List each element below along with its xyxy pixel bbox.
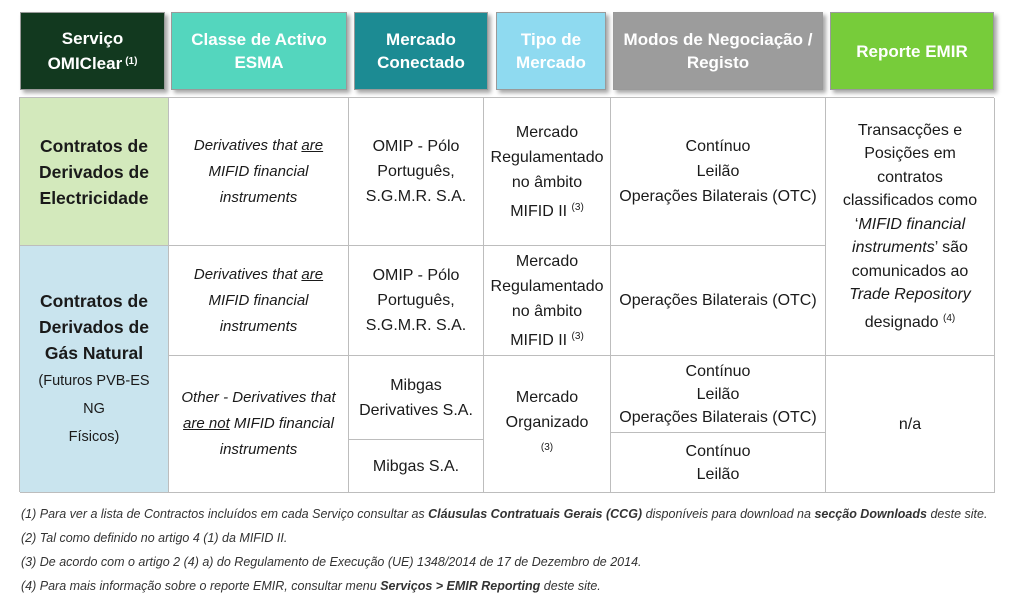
footnote-3: (3) De acordo com o artigo 2 (4) a) do Regulamento de Execução (UE) 1348/2014 de 17 de Dezembro de 2014.	[21, 555, 642, 569]
gas-service-line1: Contratos de	[40, 291, 148, 311]
header-reporte-label: Reporte EMIR	[856, 41, 968, 61]
footnote-1	[21, 502, 1011, 526]
elec-type-line1: Mercado	[515, 123, 579, 141]
header-classe-line2: ESMA	[234, 53, 284, 72]
footnote-4-emir-menu: Serviços > EMIR Reporting	[380, 579, 541, 593]
elec-class-line2: MIFID financial	[208, 162, 309, 180]
header-servico	[20, 12, 165, 90]
elec-type-line3: no âmbito	[511, 173, 583, 191]
gas-row1-type-line4: MIFID II	[510, 331, 568, 349]
gas-row2-market-b: Mibgas S.A.	[372, 457, 460, 475]
elec-service-line3: Electricidade	[39, 187, 149, 208]
elec-type-line2: Regulamentado	[490, 148, 604, 166]
service-natural-gas	[20, 246, 169, 493]
footnote-1-post: deste site.	[926, 507, 988, 521]
header-modos-line2: Registo	[686, 53, 750, 72]
gas-row2-class-line3: instruments	[219, 441, 298, 458]
gas-row2-asset-class	[169, 356, 349, 493]
elec-class-pre: Derivatives that	[193, 136, 302, 154]
elec-class-underlined: are	[301, 136, 324, 154]
gas-row2-trading-modes-b	[611, 433, 826, 493]
header-mercado-conectado	[354, 12, 488, 90]
emir-line3: classificados como	[842, 192, 978, 210]
elec-asset-class	[169, 98, 349, 246]
elec-type-footnote: (3)	[571, 201, 584, 213]
elec-market-line3: S.G.M.R. S.A.	[365, 188, 467, 205]
header-modos-line1: Modos de Negociação /	[623, 30, 813, 49]
gas-row1-class-pre: Derivatives that	[193, 265, 302, 283]
header-servico-footnote: (1)	[125, 56, 138, 67]
emir-line1: Transacções e	[857, 121, 963, 139]
gas-row2-type-line2: Organizado	[505, 413, 589, 431]
gas-row2-market-type	[484, 356, 611, 493]
elec-market-type	[484, 98, 611, 246]
header-modos-negociacao	[613, 12, 823, 90]
header-classe-line1: Classe de Activo	[191, 30, 327, 49]
elec-connected-market	[349, 98, 484, 246]
emir-line4-italic: MIFID financial	[858, 215, 966, 233]
gas-service-line3: Gás Natural	[44, 343, 144, 363]
footnote-4-post: deste site.	[540, 579, 601, 593]
footnote-1-pre: (1) Para ver a lista de Contractos incluídos em cada Serviço consultar as	[21, 507, 429, 521]
footnote-2: (2) Tal como definido no artigo 4 (1) da MIFID II.	[21, 531, 288, 545]
emir-quote-open: ‘	[854, 215, 859, 233]
emir-line6: comunicados ao	[851, 262, 969, 280]
elec-type-line4: MIFID II	[510, 202, 568, 220]
emir-line8: designado	[864, 313, 939, 331]
gas-row1-class-line2: MIFID financial	[208, 291, 309, 309]
gas-row2-market-mibgas-derivatives	[349, 356, 484, 440]
gas-row2-emir	[826, 356, 995, 493]
elec-mode-line3: Operações Bilaterais (OTC)	[619, 188, 817, 205]
gas-row2-trading-modes-a	[611, 356, 826, 433]
gas-row2-type-footnote: (3)	[540, 441, 554, 453]
emir-line5-rest: ’ são	[934, 239, 968, 257]
header-mercado-line2: Conectado	[377, 53, 465, 72]
gas-row2-market-mibgas	[349, 440, 484, 493]
gas-row1-type-footnote: (3)	[571, 330, 584, 342]
elec-mode-line1: Contínuo	[685, 138, 751, 155]
emir-footnote: (4)	[943, 312, 956, 324]
header-reporte-emir	[830, 12, 994, 90]
gas-row1-market-type	[484, 246, 611, 356]
gas-row1-market-line1: OMIP - Pólo	[372, 267, 460, 284]
gas-row1-class-underlined: are	[301, 265, 324, 283]
elec-mode-line2: Leilão	[696, 163, 740, 180]
gas-row2-class-line1: Other - Derivatives that	[181, 389, 336, 406]
emir-reporting-shared	[826, 98, 995, 356]
elec-service-line1: Contratos de	[40, 135, 148, 156]
elec-trading-modes	[611, 98, 826, 246]
gas-row1-type-line1: Mercado	[515, 252, 579, 270]
footnote-1-mid: disponíveis para download na	[642, 507, 815, 521]
emir-line7-italic: Trade Repository	[849, 286, 971, 304]
gas-service-line2: Derivados de	[39, 317, 149, 337]
gas-row1-type-line2: Regulamentado	[490, 277, 604, 295]
footnotes	[21, 502, 1011, 598]
gas-row2-type-line1: Mercado	[515, 388, 579, 406]
gas-row2-class-underlined: are not	[183, 415, 230, 432]
service-electricity	[20, 98, 169, 246]
header-mercado-line1: Mercado	[386, 30, 456, 49]
header-tipo-line1: Tipo de	[520, 30, 582, 49]
header-tipo-line2: Mercado	[516, 53, 586, 72]
header-classe-activo	[171, 12, 347, 90]
footnote-1-ccg: Cláusulas Contratuais Gerais (CCG)	[428, 507, 643, 521]
elec-service-line2: Derivados de	[39, 161, 149, 182]
footnote-1-downloads: secção Downloads	[814, 507, 927, 521]
elec-market-line2: Português,	[377, 163, 455, 180]
gas-row1-trading-modes	[611, 246, 826, 356]
gas-row2-mode-a-line2: Leilão	[696, 385, 740, 403]
gas-row2-mode-a-line3: Operações Bilaterais (OTC)	[619, 408, 817, 426]
header-servico-line1: Serviço	[61, 29, 124, 48]
gas-row2-mode-b-line1: Contínuo	[685, 442, 751, 460]
elec-market-line1: OMIP - Pólo	[372, 138, 460, 155]
gas-row1-class-line3: instruments	[219, 317, 298, 335]
header-servico-line2: OMIClear	[47, 54, 123, 73]
header-tipo-mercado	[496, 12, 606, 90]
gas-row2-class-line2: MIFID financial	[229, 415, 334, 432]
gas-row1-mode: Operações Bilaterais (OTC)	[619, 292, 817, 309]
gas-service-line5: Físicos)	[68, 429, 120, 445]
gas-service-line4: (Futuros PVB-ES NG	[38, 373, 150, 417]
gas-row1-asset-class	[169, 246, 349, 356]
footnote-4-pre: (4) Para mais informação sobre o reporte EMIR, consultar menu	[21, 579, 381, 593]
emir-line5-italic: instruments	[852, 239, 935, 257]
gas-row2-market-a-line2: Derivatives S.A.	[359, 401, 473, 419]
gas-row2-mode-a-line1: Contínuo	[685, 362, 751, 380]
services-table	[19, 97, 994, 492]
elec-class-line3: instruments	[219, 188, 298, 206]
gas-row1-market-line3: S.G.M.R. S.A.	[365, 317, 467, 334]
footnote-4	[21, 574, 1011, 598]
emir-line2: Posições em contratos	[864, 145, 956, 186]
gas-row2-emir-na: n/a	[898, 415, 922, 433]
gas-row1-type-line3: no âmbito	[511, 302, 583, 320]
gas-row2-mode-b-line2: Leilão	[696, 465, 740, 483]
gas-row1-market-line2: Português,	[377, 292, 455, 309]
gas-row1-connected-market	[349, 246, 484, 356]
gas-row2-market-a-line1: Mibgas	[390, 376, 442, 394]
